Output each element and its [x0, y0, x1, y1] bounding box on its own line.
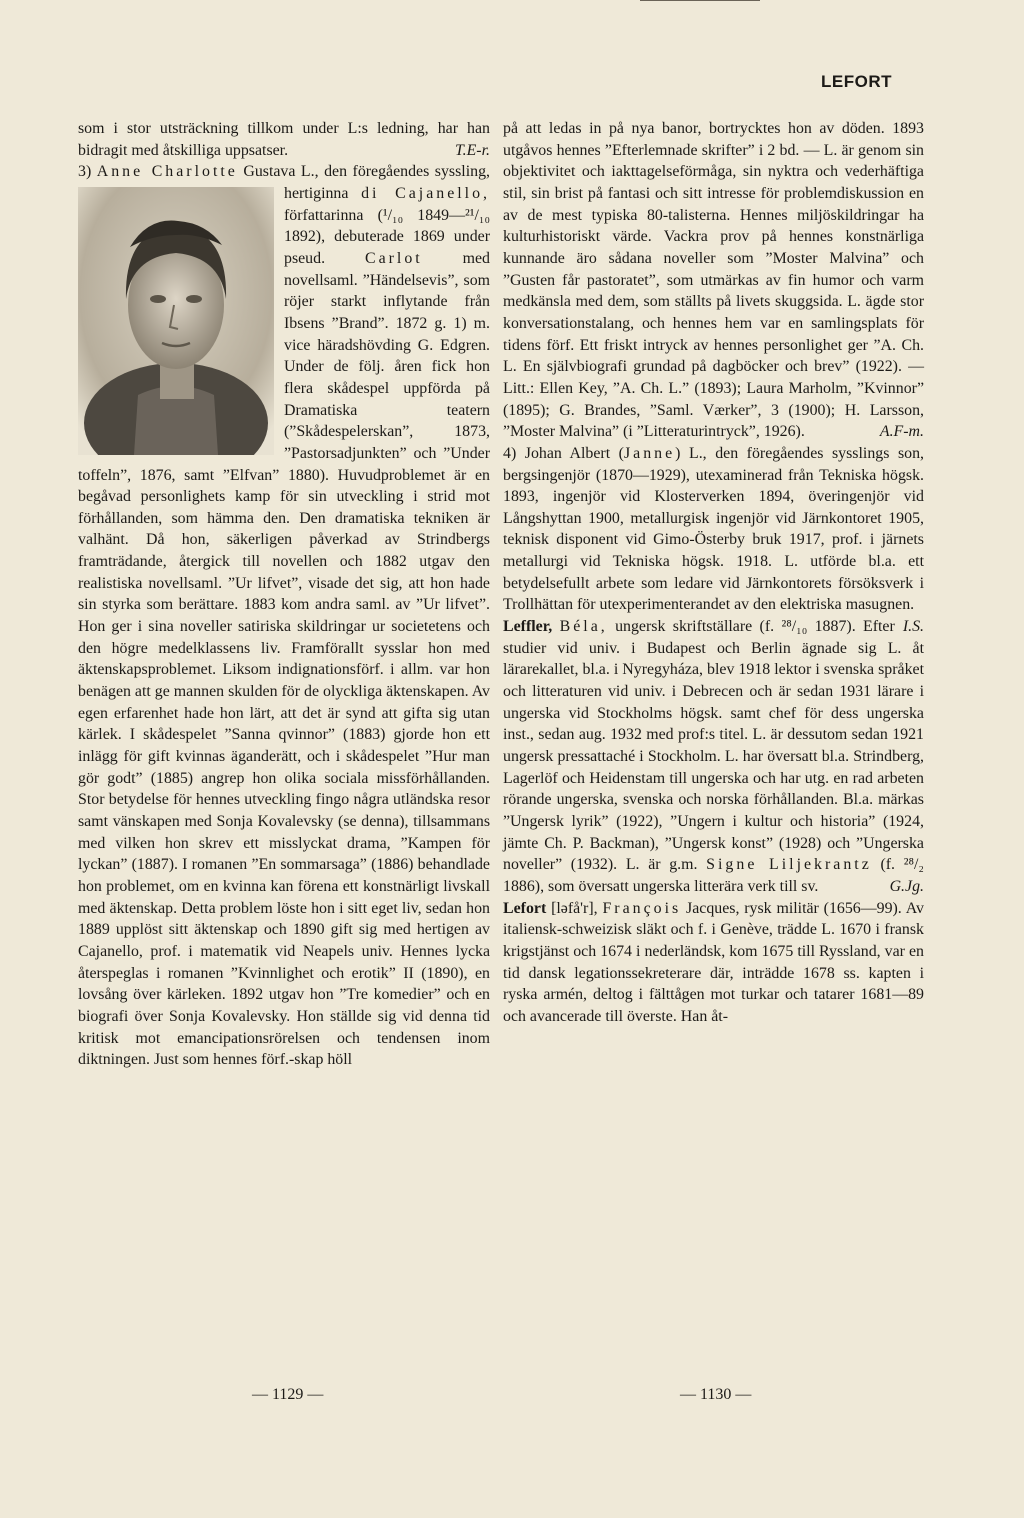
paragraph-text: ungersk skriftställare (f. ²⁸/₁₀ 1887). Efter studier vid univ. i Budapest och Berlin ägnade sig L. åt lärarekallet, bl.a. i Nyregyháza, blev 1918 lektor i svenska språket och litteraturen vid univ. i Debrecen och är sedan 1931 lärare i ungerska vid Stockholms högsk. samt chef för dess ungerska inst., sedan aug. 1932 med prof:s titel. L. är dessutom sedan 1921 ungersk pressattaché i Stockholm. L. har översatt bl.a. Strindberg, Lagerlöf och Heidenstam till ungerska och har utg. en rad arbeten rörande ungerska, svenska och norska förhållanden. Bl.a. märkas ”Ungersk lyrik” (1922), ”Ungern i kultur och historia” (1924, jämte Ch. P. Backman), ”Ungersk konst” (1928) och ”Ungerska noveller” (1932). L. är g.m.	[503, 618, 924, 874]
pseudonym: Carlot	[364, 249, 423, 267]
entry-number: 3)	[78, 163, 92, 181]
nickname: Janne	[623, 444, 676, 462]
paragraph-text: 4) Johan Albert (	[503, 444, 624, 462]
top-rule	[640, 0, 760, 1]
entry-name: Anne Charlotte	[96, 163, 238, 181]
paragraph	[78, 118, 490, 161]
paragraph	[503, 898, 924, 1028]
paragraph-text: (f. ²⁸/₂ 1886), som översatt ungerska litterära verk till sv.	[503, 856, 924, 895]
author-signature: T.E-r.	[454, 141, 490, 159]
author-signature: A.F-m.	[879, 423, 924, 441]
author-signature: I.S.	[902, 618, 924, 636]
right-column	[503, 118, 924, 1028]
entry-headword: Leffler,	[503, 618, 553, 636]
left-column	[78, 118, 490, 1071]
portrait-photo	[78, 187, 274, 455]
page-number-left: — 1129 —	[252, 1386, 324, 1403]
paragraph-text: Jacques, rysk militär (1656—99). Av italiensk-schweizisk släkt och f. i Genève, trädde L. 1670 i fransk krigstjänst och 1674 i nederländsk, kom 1675 till Ryssland, var en tid dansk legationssekreterare där, inträdde 1678 ss. kapten i ryska armén, deltog i fälttågen mot turkar och tatarer 1681—89 och avancerade till överste. Han åt-	[503, 899, 924, 1025]
paragraph-text: författarinna (¹/₁₀ 1849—²¹/₁₀ 1892), debuterade 1869 under pseud.	[284, 206, 490, 267]
entry-name: François	[602, 899, 682, 917]
title-name: di Cajanello,	[361, 184, 490, 202]
paragraph-text: på att ledas in på nya banor, bortrycktes hon av döden. 1893 utgåvos hennes ”Efterlemnade skrifter” i 2 bd. — L. är genom sin objektivitet och iakttagelseförmåga, sin nyktra och vederhäftiga stil, sin brist på fantasi och sitt intresse för problemdiskussion en av de mest typiska 80-talisterna. Hennes miljöskildringar ha kulturhistoriskt värde. Vackra prov på hennes konstnärliga kunnande äro sådana noveller som ”Moster Malvina” och ”Gusten får pastoratet”, som utmärkas av fin humor och varm medkänsla med dem, som ställts på livets skuggsida. L. ägde stor konversationstalang, och hennes hem var en samlingsplats för tidens förf. Ett friskt intryck av hennes personlighet ger ”A. Ch. L. En självbiografi grundad på dagböcker och brev” (1922). — Litt.: Ellen Key, ”A. Ch. L.” (1893); Laura Marholm, ”Kvinnor” (1895); G. Brandes, ”Saml. Værker”, 3 (1900); H. Larsson, ”Moster Malvina” (i ”Litteraturintryck”, 1926).	[503, 120, 924, 441]
paragraph-text: ) L., den föregåendes sysslings son, bergsingenjör (1870—1929), utexaminerad från Tekniska högsk. 1893, ingenjör vid Klosterverken 1894, överingenjör vid Långshyttan 1900, metallurgisk ingenjör vid Järnkontoret 1905, teknisk disponent vid Gimo-Österby bruk 1917, prof. i järnets metallurgi vid Tekniska högsk. 1918. L. utförde bl.a. ett betydelsefullt arbete som ledare vid Järnkontorets försöksverk i Trollhättan för utexperimenterandet av den elektriska masugnen.	[503, 444, 924, 614]
paragraph	[503, 616, 924, 898]
paragraph	[503, 118, 924, 443]
paragraph-text: Gustava L., den föregåendes syssling, hertiginna	[243, 163, 490, 202]
paragraph	[78, 161, 490, 1071]
entry-name: Béla,	[559, 618, 608, 636]
author-signature: G.Jg.	[889, 877, 924, 895]
entry-headword: Lefort	[503, 899, 547, 917]
page-number-right: — 1130 —	[680, 1386, 752, 1403]
paragraph-text: med novellsaml. ”Händelsevis”, som röjer starkt inflytande från Ibsens ”Brand”. 1872 g. 1) m. vice häradshövding G. Edgren. Under de följ. åren fick hon flera skådespel uppförda på Dramatiska teatern (”Skådespelerskan”, 1873, ”Pastorsadjunkten” och ”Under toffeln”, 1876, samt ”Elfvan” 1880). Huvudproblemet är en begåvad personlighets kamp för sin utveckling i strid mot förhållanden, som hämma den. Den dramatiska tekniken är valhänt. Då hon, säkerligen påverkad av Strindbergs framträdande, återgick till novellen och 1882 utgav den realistiska novellsaml. ”Ur lifvet”, visade det sig, att hon hade sin styrka som berättare. 1883 kom andra saml. av ”Ur lifvet”. Hon ger i sina noveller satiriska skildringar ur societetens och den högre medelklassens liv. Framförallt sysslar hon med äktenskapsproblemet. Liksom indignationsförf. i allm. var hon benägen att ge mannen skulden för de olyckliga äktenskapen. Av egen erfarenhet hade hon lärt, att det är synd att gifta sig utan kärlek. I skådespelet ”Sanna qvinnor” (1883) gjorde hon ett inlägg för gift kvinnas äganderätt, och i skådespelet ”Hur man gör godt” (1885) angrep hon olika sociala missförhållanden. Stor betydelse för hennes utveckling fingo några utländska resor samt vänskapen med Sonja Kovalevsky (se denna), tillsammans med vilken hon skrev ett misslyckat drama, ”Kampen för lyckan” (1887). I romanen ”En sommarsaga” (1886) behandlade hon problemet, om en kvinna kan förena ett konstnärligt livskall med äktenskap. Detta problem löste hon i sitt eget liv, sedan hon 1889 upplöst sitt äktenskap och 1890 gift sig med hertigen av Cajanello, prof. i matematik vid Neapels univ. Hennes lycka återspeglas i romanen ”Kvinnlighet och erotik” II (1890), en lovsång över kärleken. 1892 utgav hon ”Tre komedier” och en biografi över Sonja Kovalevsky. Hon ställde sig vid denna tid kritisk mot emancipationsrörelsen och tendensen inom diktningen. Just som hennes förf.-skap höll	[78, 249, 490, 1069]
paragraph-text: som i stor utsträckning tillkom under L:s ledning, har han bidragit med åtskilliga uppsatser.	[78, 120, 490, 159]
pronunciation: [ləfå'r],	[551, 899, 598, 917]
spouse-name: Signe Liljekrantz	[706, 856, 872, 874]
running-head: LEFORT	[821, 72, 892, 91]
